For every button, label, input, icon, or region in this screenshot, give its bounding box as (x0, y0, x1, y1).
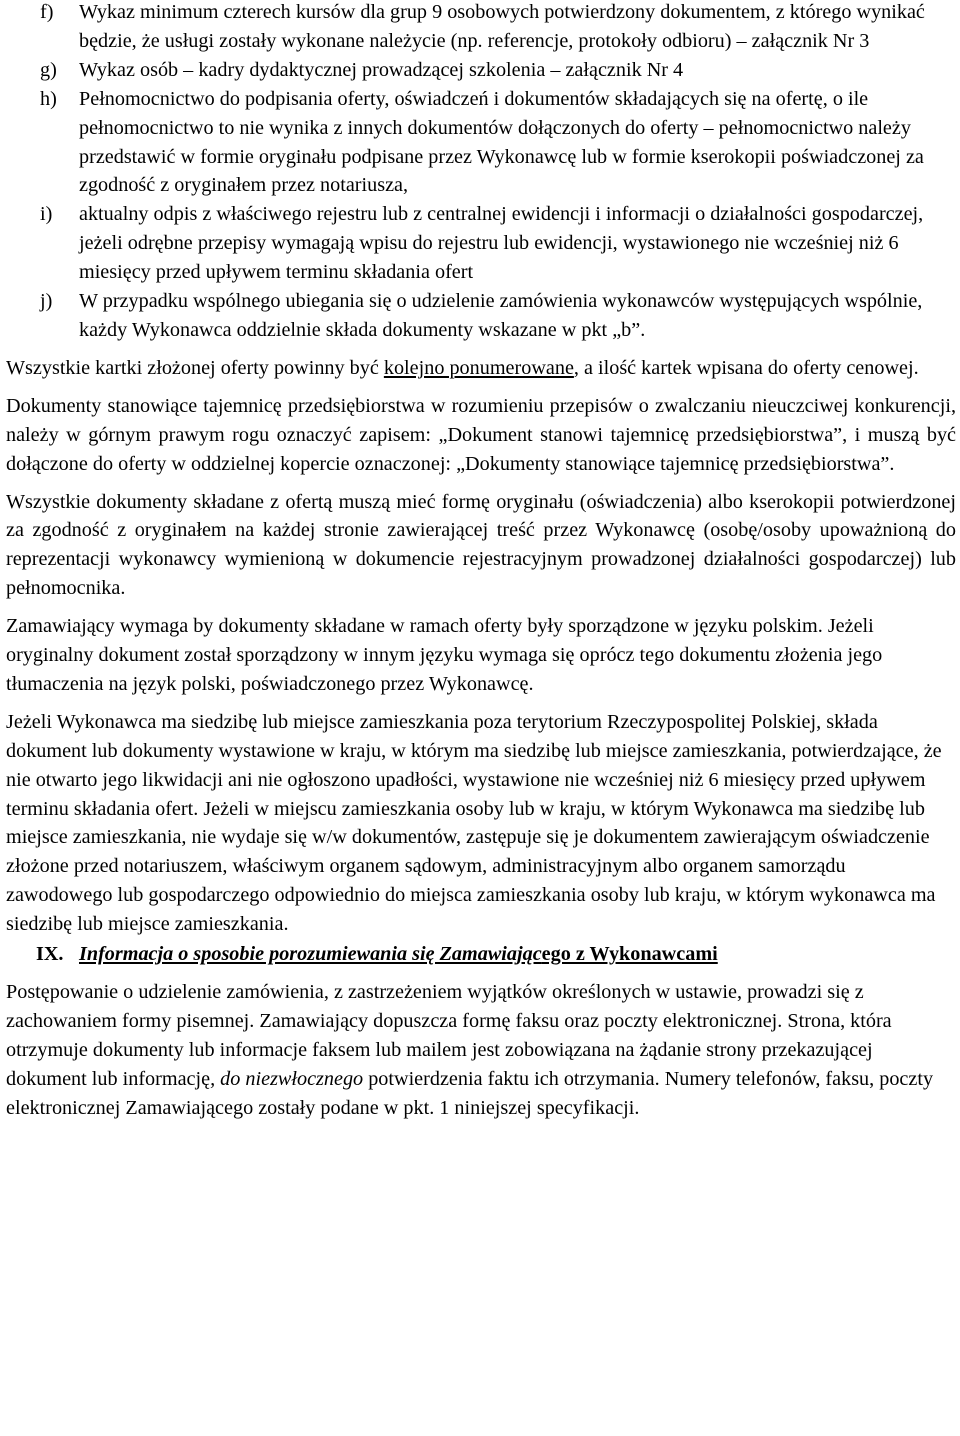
list-item-text: aktualny odpis z właściwego rejestru lub z centralnej ewidencji i informacji o działalności gospodarczej, jeżeli odrębne przepisy wymagają wpisu do rejestru lub ewidencji, wystawionego nie wcześniej niż 6 miesięcy przed upływem terminu składania ofert (79, 203, 924, 284)
paragraph-language: Zamawiający wymaga by dokumenty składane w ramach oferty były sporządzone w języku polskim. Jeżeli oryginalny dokument został sporządzony w innym języku wymaga się oprócz tego dokumentu złożenia jego tłumaczenia na język polski, poświadczonego przez Wykonawcę. (6, 615, 883, 695)
list-marker: i) (40, 203, 53, 226)
paragraph-communication (6, 978, 956, 1123)
list-item-text: W przypadku wspólnego ubiegania się o udzielenie zamówienia wykonawców występujących wspólnie, każdy Wykonawca oddzielnie składa dokumenty wskazane w pkt „b”. (79, 290, 923, 341)
document-page (6, 0, 956, 1123)
list-item-f (6, 0, 956, 56)
paragraph-foreign-contractor: Jeżeli Wykonawca ma siedzibę lub miejsce zamieszkania poza terytorium Rzeczypospolitej Polskiej, składa dokument lub dokumenty wystawione w kraju, w którym ma siedzibę lub miejsce zamieszkania, potwierdzające, że nie otwarto jego likwidacji ani nie ogłoszono upadłości, wystawione nie wcześniej niż 6 miesięcy przed upływem terminu składania ofert. Jeżeli w miejscu zamieszkania osoby lub w kraju, w którym Wykonawca ma siedzibę lub miejsce zamieszkania, nie wydaje się w/w dokumentów, zastępuje się je dokumentem zawierającym oświadczenie złożone przed notariuszem, właściwym organem sądowym, administracyjnym albo organem samorządu zawodowego lub gospodarczego odpowiednio do miejsca zamieszkania osoby lub kraju, w którym wykonawca ma siedzibę lub miejsce zamieszkania. (6, 710, 942, 936)
list-item-text: Wykaz osób – kadry dydaktycznej prowadzącej szkolenia – załącznik Nr 4 (79, 58, 684, 81)
italic-text: , do niezwłocznego (210, 1067, 364, 1090)
section-title-italic: Informacja o sposobie porozumiewania się Zamawiając (79, 943, 542, 966)
section-title-normal: ego z Wykonawcami (541, 943, 718, 966)
paragraph-document-form: Wszystkie dokumenty składane z ofertą muszą mieć formę oryginału (oświadczenia) albo kserokopii potwierdzonej za zgodność z oryginałem na każdej stronie zawierającej treść przez Wykonawcę (osobę/osoby upoważnioną do reprezentacji wykonawcy wymienioną w dokumencie rejestracyjnym prowadzonej działalności gospodarczej) lub pełnomocnika. (6, 490, 956, 600)
required-documents-list (6, 0, 956, 345)
paragraph-trade-secret: Dokumenty stanowiące tajemnicę przedsiębiorstwa w rozumieniu przepisów o zwalczaniu nieuczciwej konkurencji, należy w górnym prawym rogu oznaczyć zapisem: „Dokument stanowi tajemnicę przedsiębiorstwa”, i muszą być dołączone do oferty w oddzielnej kopercie oznaczonej: „Dokumenty stanowiące tajemnicę przedsiębiorstwa”. (6, 394, 956, 475)
paragraph-text: Postępowanie o udzielenie zamówienia, z zastrzeżeniem wyjątków określonych w ustawie, prowadzi się z zachowaniem formy pisemnej. Zamawiający dopuszcza formę faksu oraz poczty elektronicznej. Strona, która otrzymuje dokumenty lub informacje faksem lub mailem jest zobowiązana na żądanie strony przekazującej dokument lub informację (6, 981, 892, 1090)
list-marker: j) (40, 290, 53, 313)
paragraph-text: Wszystkie kartki złożonej oferty powinny być (6, 356, 384, 379)
section-number: IX. (36, 943, 64, 966)
paragraph-text: , a ilość kartek wpisana do oferty cenowej. (573, 356, 919, 379)
list-item-text: Pełnomocnictwo do podpisania oferty, oświadczeń i dokumentów składających się na ofertę, o ile pełnomocnictwo to nie wynika z innych dokumentów dołączonych do oferty – pełnomocnictwo należy przedstawić w formie oryginału podpisane przez Wykonawcę lub w formie kserokopii poświadczonej za zgodność z oryginałem przez notariusza, (79, 87, 924, 197)
paragraph-page-numbering (6, 354, 956, 383)
list-item-text: Wykaz minimum czterech kursów dla grup 9 osobowych potwierdzony dokumentem, z którego wynikać będzie, że usługi zostały wykonane należycie (np. referencje, protokoły odbioru) – załącznik Nr 3 (79, 1, 925, 52)
section-heading (6, 940, 956, 969)
list-item-h (6, 85, 956, 201)
underlined-text: kolejno ponumerowane (383, 356, 574, 379)
paragraph-text: potwierdzenia faktu ich otrzymania. Numery telefonów, faksu, poczty elektronicznej Zamawiającego zostały podane w pkt. 1 niniejszej specyfikacji. (6, 1067, 934, 1119)
list-item-j (6, 287, 956, 345)
list-item-i (6, 200, 956, 287)
list-marker: g) (40, 58, 57, 81)
list-marker: h) (40, 87, 57, 110)
list-marker: f) (40, 1, 54, 23)
list-item-g (6, 56, 956, 85)
